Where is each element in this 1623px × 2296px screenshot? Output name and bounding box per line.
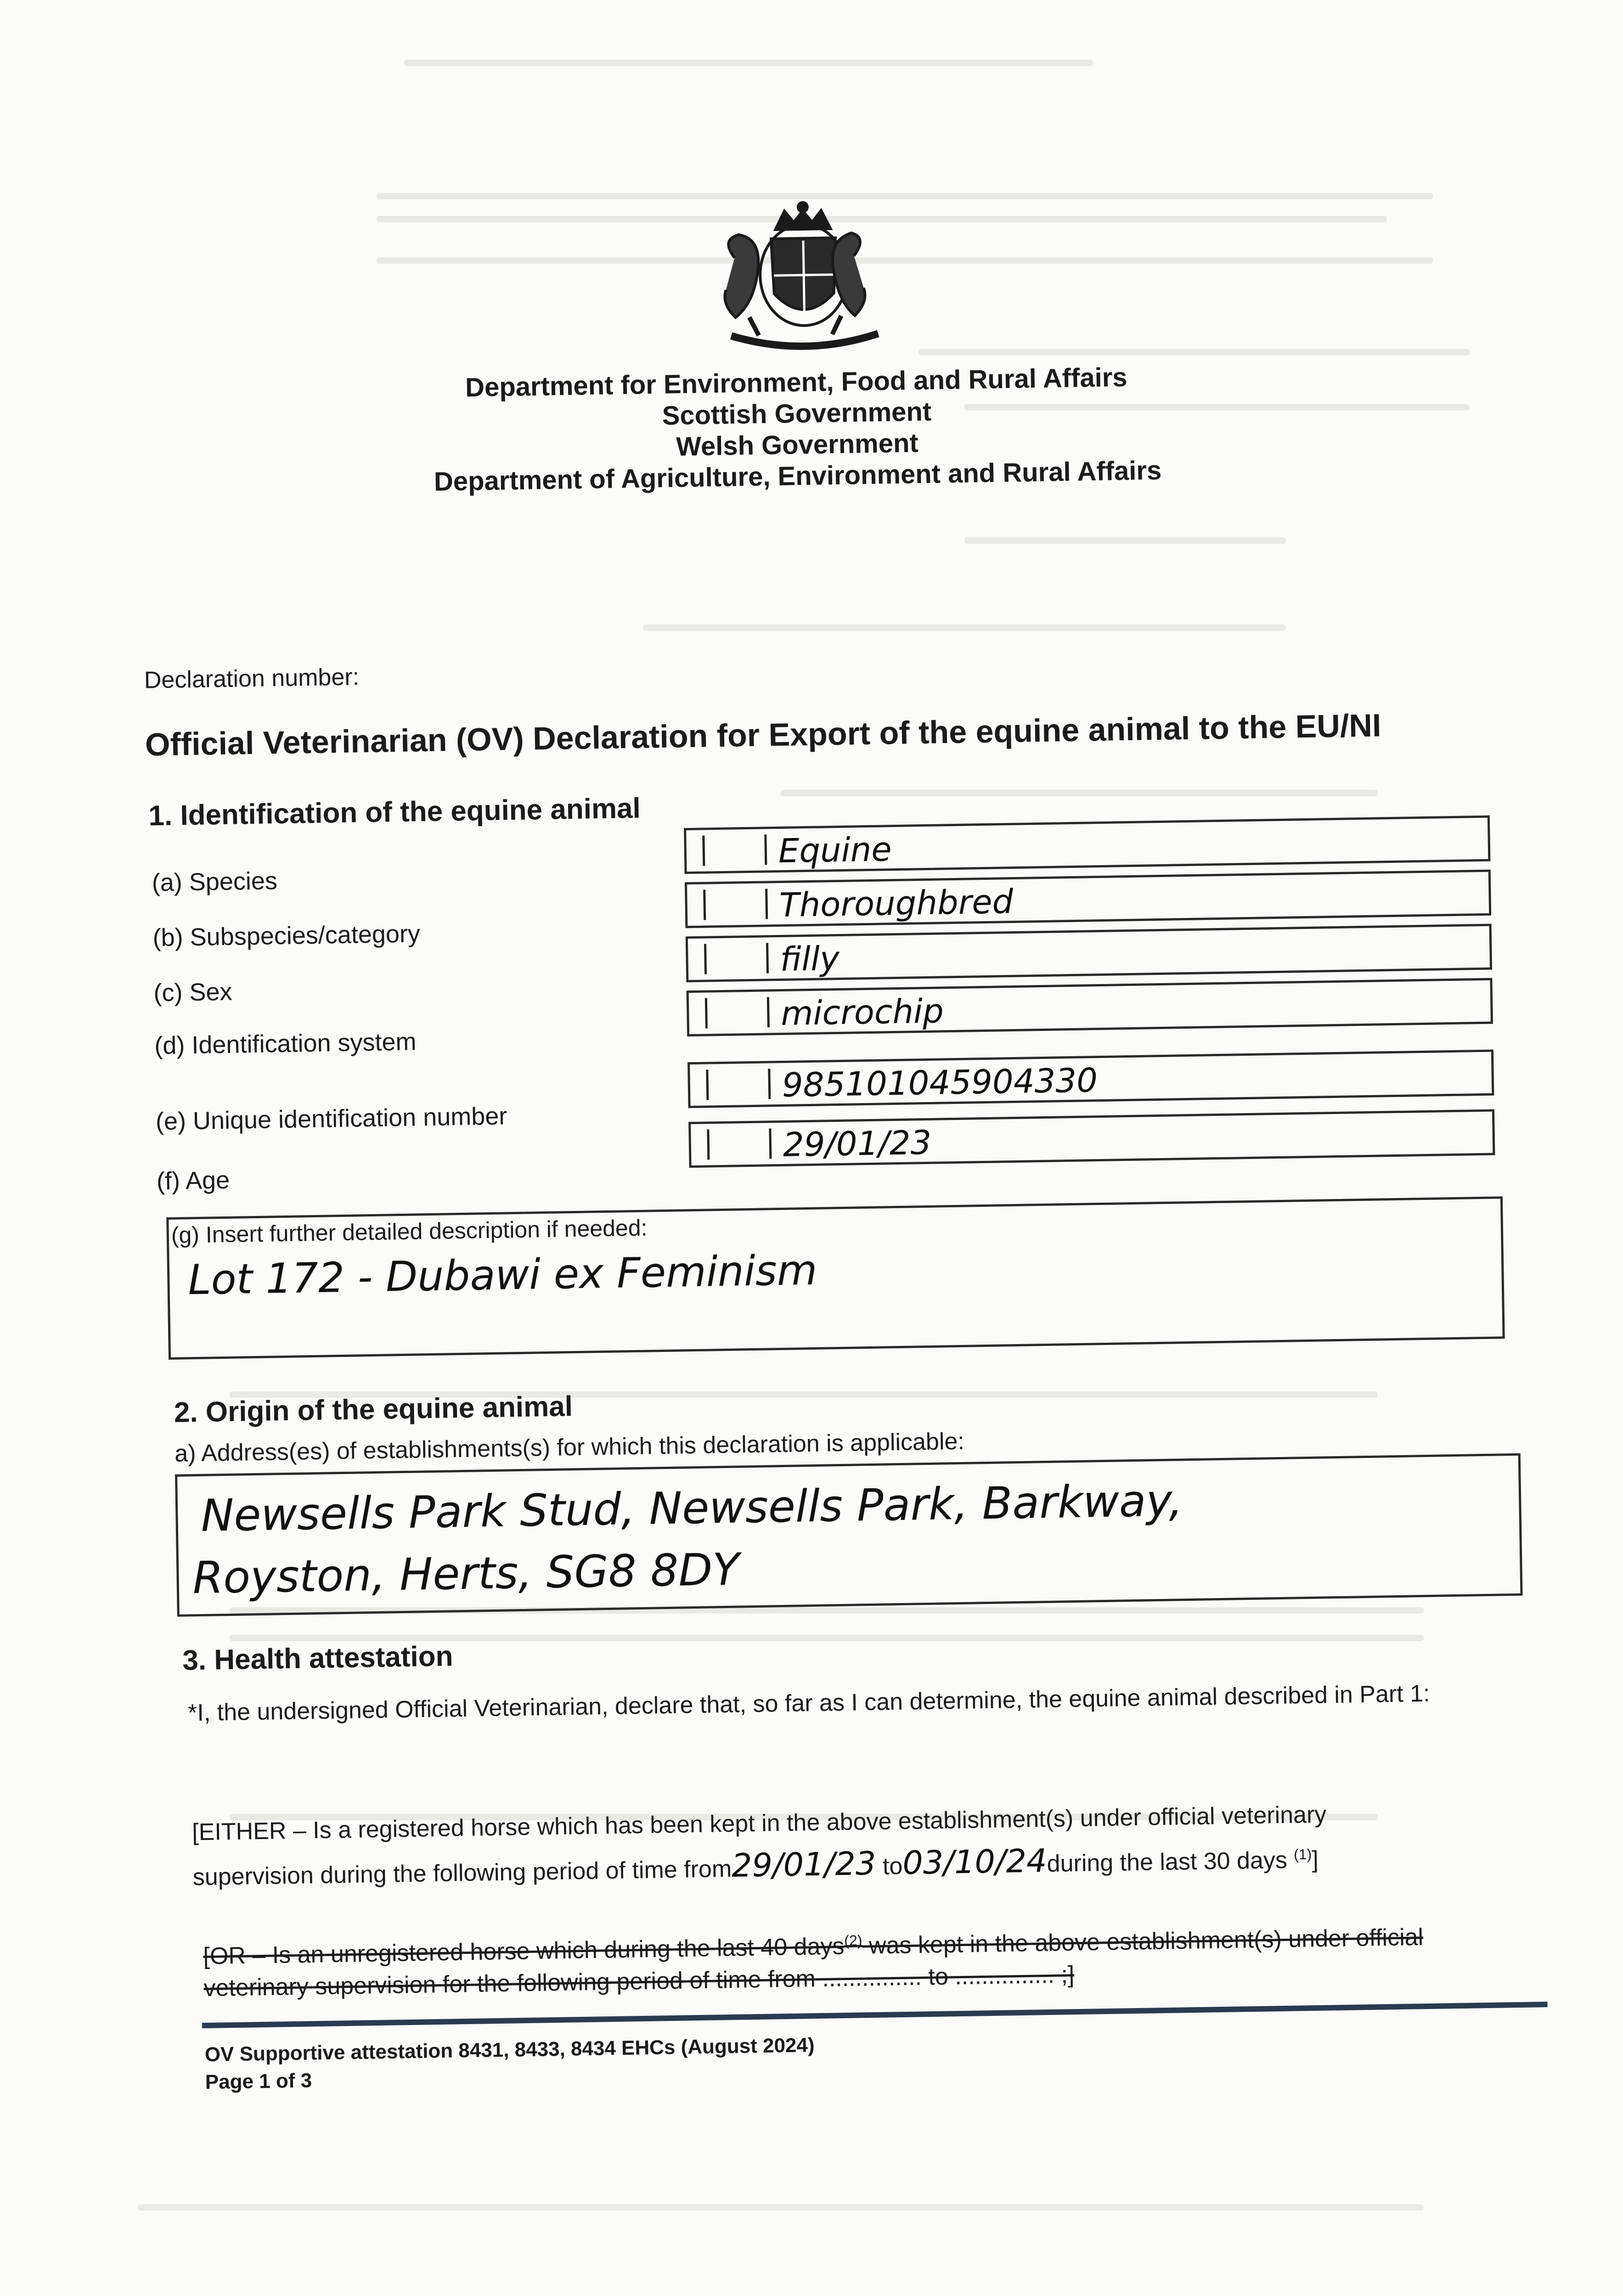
or-line-1-suffix: was kept in the above establishment(s) under official (862, 1924, 1424, 1959)
field-label-species: (a) Species (152, 867, 278, 897)
footer-attestation-ref: OV Supportive attestation 8431, 8433, 8434 EHCs (August 2024) (204, 2034, 815, 2066)
either-line-2 (192, 1838, 1319, 1893)
field-value-sex: filly (779, 939, 840, 979)
section-1-heading: 1. Identification of the equine animal (148, 792, 641, 832)
header-line-daera: Department of Agriculture, Environment and Rural Affairs (434, 455, 1162, 497)
either-line-2-suffix: during the last 30 days (1047, 1846, 1288, 1878)
address-label: a) Address(es) of establishments(s) for which this declaration is applicable: (174, 1428, 965, 1467)
field-box-sex[interactable] (686, 924, 1492, 983)
either-line-2-prefix: supervision during the following period of time from (192, 1855, 732, 1891)
further-description-label: (g) Insert further detailed description if needed: (171, 1215, 648, 1248)
field-label-sex: (c) Sex (153, 978, 233, 1007)
declaration-number-label: Declaration number: (144, 664, 360, 694)
footer-page-number: Page 1 of 3 (205, 2069, 312, 2093)
either-from-date: 29/01/23 (731, 1844, 877, 1885)
field-label-identification-system: (d) Identification system (154, 1028, 417, 1060)
field-box-identification-system[interactable] (687, 978, 1493, 1037)
field-box-species[interactable] (684, 816, 1490, 874)
field-value-age: 29/01/23 (783, 1123, 932, 1164)
field-value-identification-system: microchip (780, 991, 944, 1033)
either-footnote-ref: (1) (1293, 1846, 1312, 1863)
or-line-1-prefix: [OR – Is an unregistered horse which during the last 40 days (203, 1933, 845, 1970)
footer-divider (202, 2002, 1548, 2028)
either-to-date: 03/10/24 (902, 1842, 1048, 1882)
address-line-2: Royston, Herts, SG8 8DY (192, 1543, 740, 1604)
field-label-unique-id: (e) Unique identification number (155, 1102, 507, 1136)
page-title: Official Veterinarian (OV) Declaration for Export of the equine animal to the EU/NI (145, 707, 1381, 763)
or-line-2: veterinary supervision for the following period of time from ............... to ............... ;] (203, 1961, 1075, 2002)
either-close-bracket: ] (1311, 1846, 1319, 1874)
field-box-subspecies[interactable] (685, 870, 1491, 929)
field-box-unique-id[interactable] (688, 1050, 1494, 1109)
further-description-value: Lot 172 - Dubawi ex Feminism (187, 1246, 818, 1305)
or-footnote-ref: (2) (844, 1932, 862, 1949)
or-line-1 (203, 1923, 1424, 1970)
royal-coat-of-arms-emblem (693, 196, 897, 364)
address-line-1: Newsells Park Stud, Newsells Park, Barkway, (200, 1474, 1183, 1542)
further-description-box[interactable] (166, 1196, 1505, 1360)
health-intro: *I, the undersigned Official Veterinarian, declare that, so far as I can determine, the equine animal described in Part 1: (187, 1680, 1430, 1727)
header-line-welshgov: Welsh Government (676, 428, 919, 462)
header-line-defra: Department for Environment, Food and Rural Affairs (465, 362, 1128, 403)
field-value-species: Equine (778, 830, 892, 870)
header-line-scotgov: Scottish Government (662, 396, 932, 431)
address-box[interactable] (175, 1453, 1523, 1617)
either-line-1: [EITHER – Is a registered horse which has been kept in the above establishment(s) under official veterinary (192, 1801, 1327, 1846)
field-value-subspecies: Thoroughbred (779, 882, 1014, 924)
field-label-subspecies: (b) Subspecies/category (152, 920, 421, 952)
section-3-heading: 3. Health attestation (182, 1640, 453, 1677)
either-to-word: to (882, 1853, 903, 1880)
section-2-heading: 2. Origin of the equine animal (174, 1390, 573, 1429)
field-value-unique-id: 985101045904330 (782, 1061, 1098, 1104)
field-label-age: (f) Age (156, 1166, 230, 1195)
field-box-age[interactable] (688, 1109, 1495, 1168)
